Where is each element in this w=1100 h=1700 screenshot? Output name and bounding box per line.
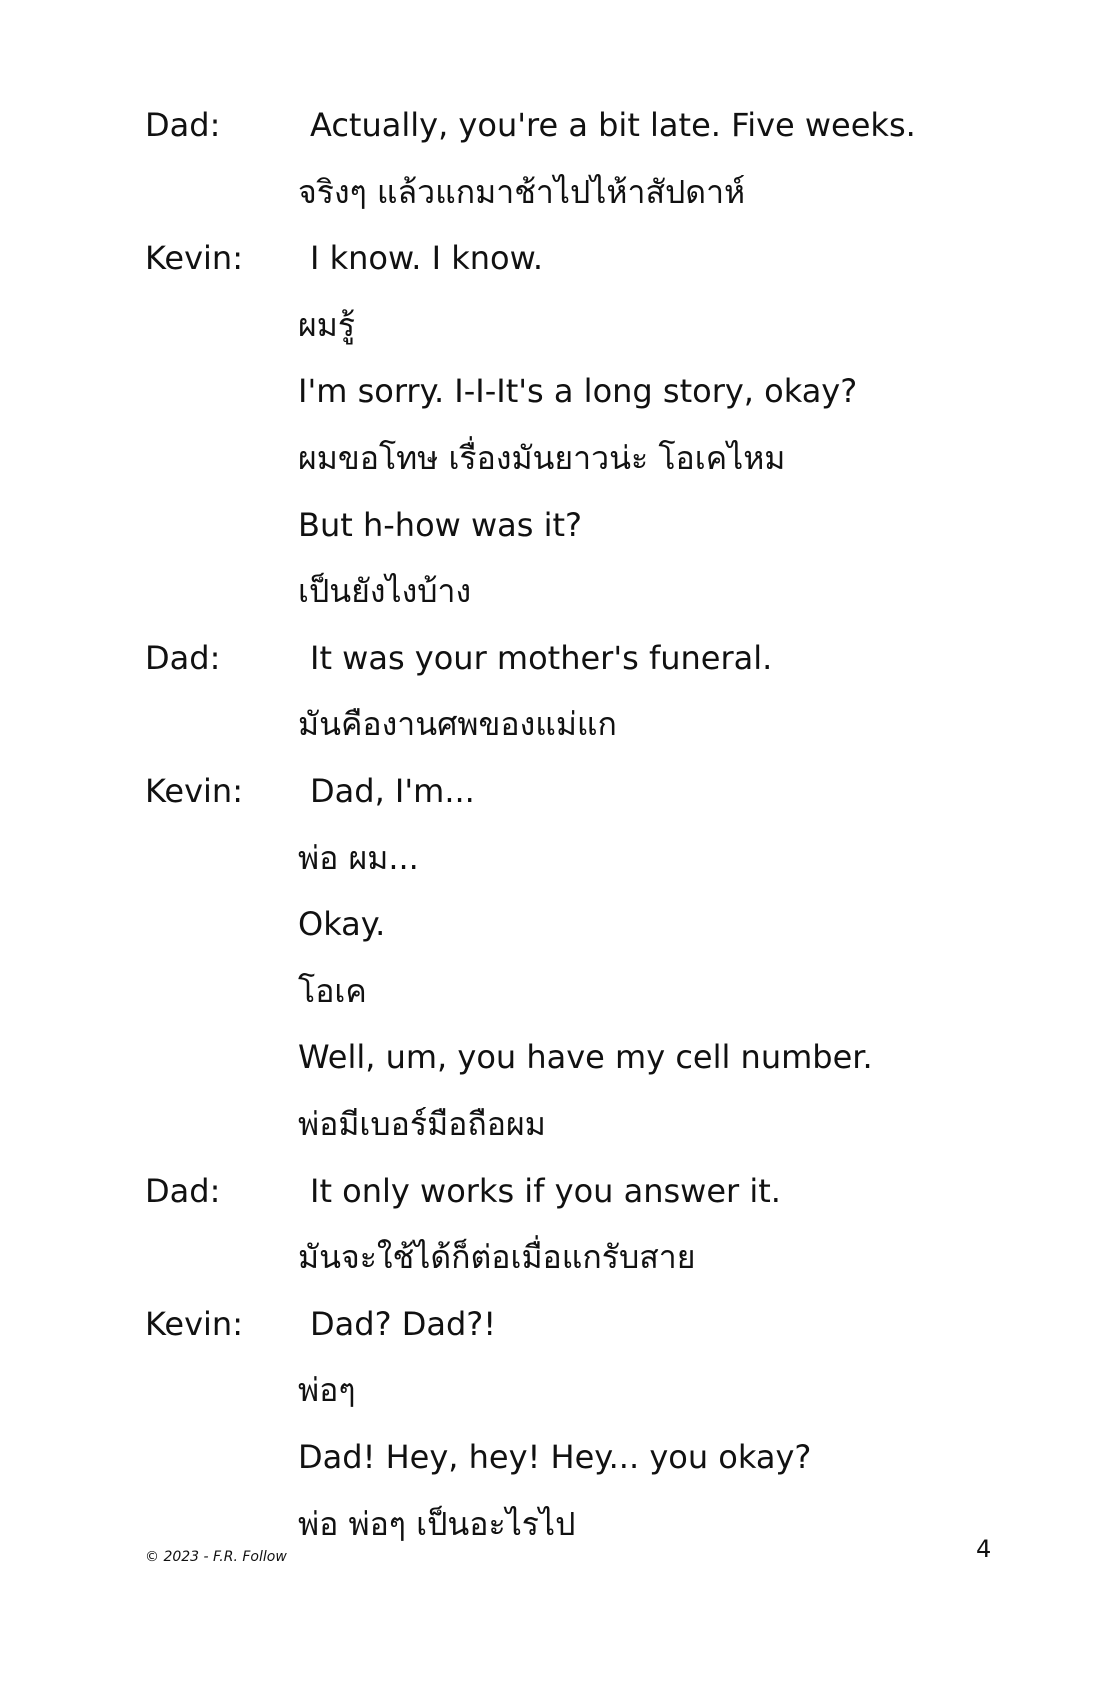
line-text: พ่อ ผม...: [298, 838, 419, 877]
line-text: พ่อมีเบอร์มือถือผม: [298, 1105, 546, 1143]
line-text: มันคืองานศพของแม่แก: [298, 705, 617, 744]
line-text: ผมขอโทษ เรื่องมันยาวน่ะ โอเคไหม: [298, 439, 786, 477]
dialogue-line: [0, 1158, 1100, 1224]
line-text: มันจะใช้ได้ก็ต่อเมื่อแกรับสาย: [298, 1238, 696, 1277]
spoken-line: It was your mother's funeral.: [310, 638, 773, 677]
line-text: โอเค: [298, 971, 367, 1010]
speaker-name: Kevin:: [145, 1304, 243, 1343]
dialogue-line: [0, 1291, 1100, 1357]
line-text: Okay.: [298, 905, 386, 944]
dialogue-line: [0, 891, 1100, 957]
dialogue-line: [0, 558, 1100, 624]
line-text: ผมรู้: [298, 305, 356, 344]
dialogue-line: [0, 492, 1100, 558]
dialogue-line: [0, 225, 1100, 291]
spoken-line: Dad, I'm...: [310, 772, 475, 810]
spoken-line: It only works if you answer it.: [310, 1171, 781, 1210]
dialogue-line: [0, 958, 1100, 1024]
copyright-notice: © 2023 - F.R. Follow: [145, 1549, 287, 1565]
dialogue-line: [0, 625, 1100, 691]
line-text: พ่อๆ: [298, 1371, 356, 1410]
line-text: I'm sorry. I-I-It's a long story, okay?: [298, 372, 858, 411]
line-text: Dad! Hey, hey! Hey... you okay?: [298, 1438, 812, 1476]
dialogue-line: [0, 1224, 1100, 1290]
spoken-line: I know. I know.: [310, 239, 543, 278]
dialogue-line: [0, 358, 1100, 424]
line-text: But h-how was it?: [298, 505, 583, 544]
dialogue-line: [0, 425, 1100, 491]
dialogue-line: [0, 825, 1100, 891]
spoken-line: Actually, you're a bit late. Five weeks.: [310, 106, 916, 144]
dialogue-line: [0, 1357, 1100, 1423]
speaker-name: Dad:: [145, 638, 221, 677]
dialogue-line: [0, 92, 1100, 158]
dialogue-line: [0, 1091, 1100, 1157]
line-text: พ่อ พ่อๆ เป็นอะไรไป: [298, 1504, 576, 1543]
dialogue-line: [0, 1024, 1100, 1090]
line-text: จริงๆ แล้วแกมาช้าไปไห้าสัปดาห์: [298, 172, 746, 211]
line-text: เป็นยังไงบ้าง: [298, 572, 472, 611]
dialogue-line: [0, 159, 1100, 225]
dialogue-line: [0, 1424, 1100, 1490]
speaker-name: Dad:: [145, 1171, 221, 1210]
line-text: Well, um, you have my cell number.: [298, 1038, 873, 1077]
spoken-line: Dad? Dad?!: [310, 1304, 497, 1343]
speaker-name: Kevin:: [145, 239, 243, 278]
page-number: 4: [976, 1535, 992, 1563]
dialogue-line: [0, 691, 1100, 757]
dialogue-line: [0, 1491, 1100, 1557]
dialogue-line: [0, 758, 1100, 824]
speaker-name: Dad:: [145, 106, 221, 144]
dialogue-line: [0, 292, 1100, 358]
speaker-name: Kevin:: [145, 772, 243, 810]
